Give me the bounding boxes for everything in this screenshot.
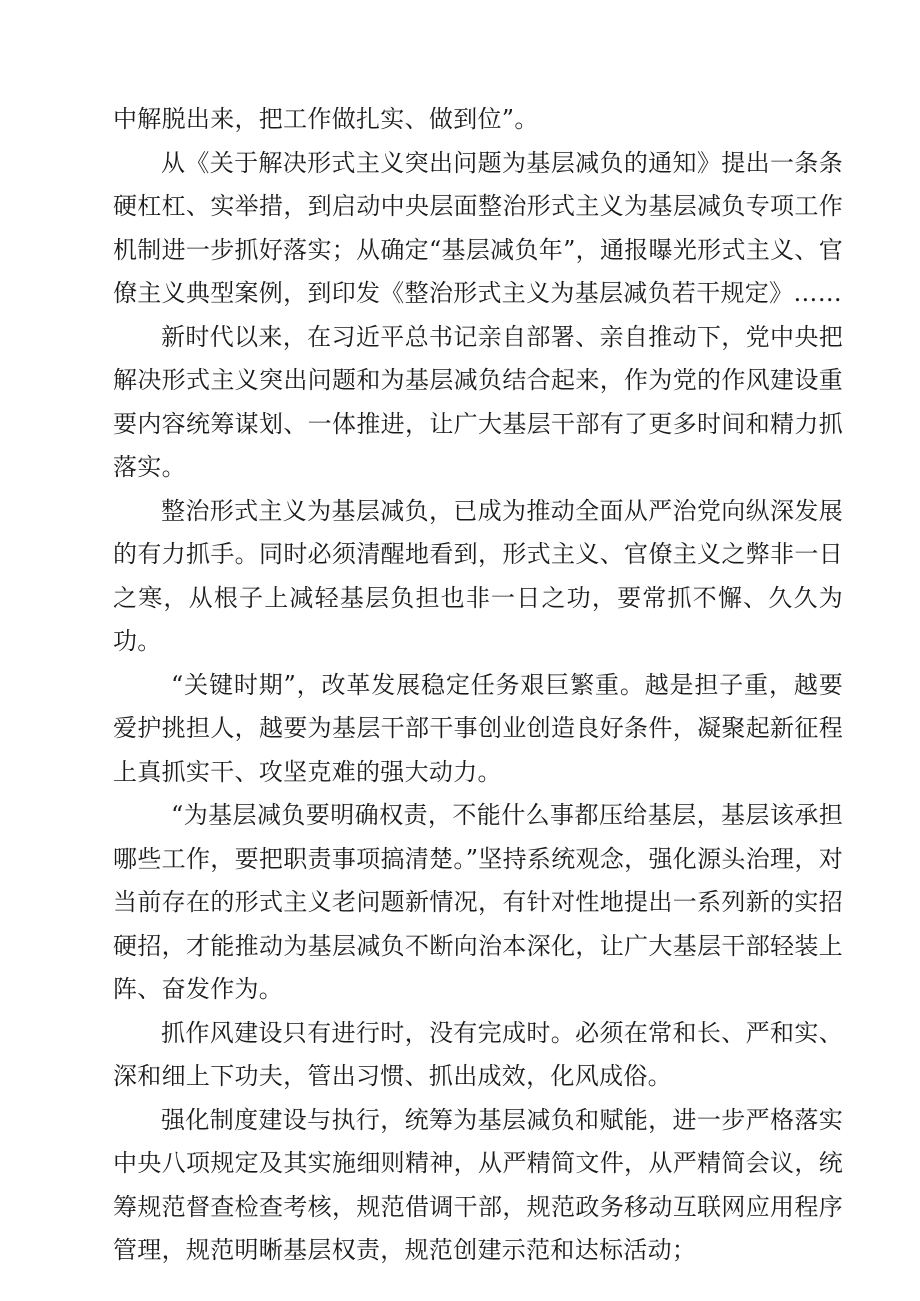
paragraph: 整治形式主义为基层减负，已成为推动全面从严治党向纵深发展的有力抓手。同时必须清醒地看到，形式主义、官僚主义之弊非一日之寒，从根子上减轻基层负担也非一日之功，要常抓不懈、久久为功。 xyxy=(113,496,843,655)
paragraph: 强化制度建设与执行，统筹为基层减负和赋能，进一步严格落实中央八项规定及其实施细则精神，从严精简文件，从严精简会议，统筹规范督查检查考核，规范借调干部，规范政务移动互联网应用程序管理，规范明晰基层权责，规范创建示范和达标活动； xyxy=(113,1105,843,1264)
paragraph: 从《关于解决形式主义突出问题为基层减负的通知》提出一条条硬杠杠、实举措，到启动中央层面整治形式主义为基层减负专项工作机制进一步抓好落实；从确定“基层减负年”，通报曝光形式主义、官僚主义典型案例，到印发《整治形式主义为基层减负若干规定》…… xyxy=(113,148,843,307)
paragraph: “关键时期”，改革发展稳定任务艰巨繁重。越是担子重，越要爱护挑担人，越要为基层干部干事创业创造良好条件，凝聚起新征程上真抓实干、攻坚克难的强大动力。 xyxy=(113,670,843,786)
paragraph: 抓作风建设只有进行时，没有完成时。必须在常和长、严和实、深和细上下功夫，管出习惯、抓出成效，化风成俗。 xyxy=(113,1018,843,1090)
paragraph: 新时代以来，在习近平总书记亲自部署、亲自推动下，党中央把解决形式主义突出问题和为基层减负结合起来，作为党的作风建设重要内容统筹谋划、一体推进，让广大基层干部有了更多时间和精力抓落实。 xyxy=(113,322,843,481)
document-body xyxy=(113,98,843,1273)
paragraph: “为基层减负要明确权责，不能什么事都压给基层，基层该承担哪些工作，要把职责事项搞清楚。”坚持系统观念，强化源头治理，对当前存在的形式主义老问题新情况，有针对性地提出一系列新的实招硬招，才能推动为基层减负不断向治本深化，让广大基层干部轻装上阵、奋发作为。 xyxy=(113,801,843,1003)
paragraph-continuation: 中解脱出来，把工作做扎实、做到位”。 xyxy=(113,105,539,133)
